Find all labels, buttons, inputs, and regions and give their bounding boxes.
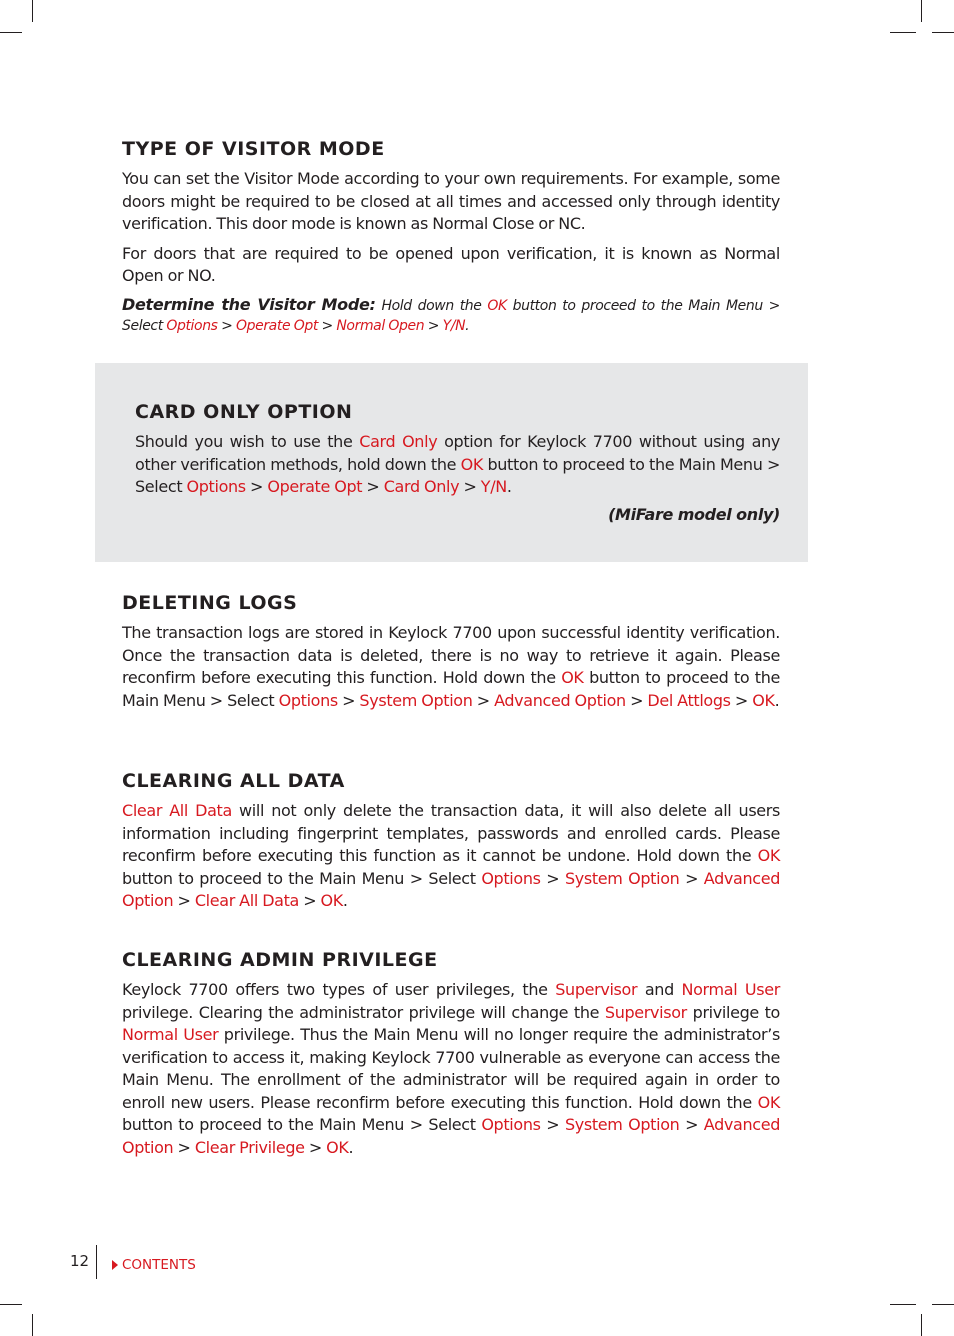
menu-path-item: Card Only bbox=[383, 477, 460, 496]
crop-mark bbox=[32, 1314, 33, 1336]
clearing-all-data-section bbox=[122, 769, 780, 913]
card-only-section bbox=[135, 400, 780, 526]
ok-button-ref: OK bbox=[487, 297, 507, 314]
crop-mark bbox=[32, 0, 33, 22]
section-heading: CLEARING ALL DATA bbox=[122, 770, 345, 792]
menu-path-item: Y/N bbox=[480, 477, 507, 496]
menu-path-item: Normal Open bbox=[336, 317, 425, 334]
crop-mark bbox=[0, 1304, 22, 1305]
supervisor-ref: Supervisor bbox=[555, 980, 638, 999]
clearing-admin-section bbox=[122, 948, 780, 1159]
crop-mark bbox=[0, 32, 22, 33]
menu-path-item: Del Attlogs bbox=[647, 690, 731, 710]
deleting-logs-section bbox=[122, 591, 780, 712]
crop-mark bbox=[890, 1304, 916, 1305]
ok-button-ref: OK bbox=[757, 846, 780, 865]
footer-divider bbox=[96, 1245, 97, 1279]
menu-path-item: Advanced Option bbox=[122, 1115, 780, 1157]
supervisor-ref: Supervisor bbox=[604, 1002, 687, 1022]
contents-link[interactable] bbox=[112, 1257, 196, 1273]
section-heading: CLEARING ADMIN PRIVILEGE bbox=[122, 949, 438, 971]
menu-path-item: Options bbox=[481, 868, 541, 888]
triangle-right-icon bbox=[112, 1260, 118, 1270]
menu-path-item: Operate Opt bbox=[267, 477, 363, 496]
menu-path-item: OK bbox=[752, 690, 775, 710]
contents-link-label: CONTENTS bbox=[122, 1257, 196, 1273]
page-number: 12 bbox=[70, 1252, 90, 1270]
menu-path-item: System Option bbox=[359, 690, 473, 710]
menu-path-item: Operate Opt bbox=[236, 317, 318, 334]
section-heading: DELETING LOGS bbox=[122, 592, 298, 614]
paragraph: You can set the Visitor Mode according to your own requirements. For example, some doors might be required to be closed at all times and accessed only through identity verification. This door mode is known as Normal Close or NC. bbox=[122, 169, 780, 233]
clear-all-data-ref: Clear All Data bbox=[122, 801, 232, 820]
section-heading: TYPE OF VISITOR MODE bbox=[122, 138, 385, 160]
crop-mark bbox=[921, 1314, 922, 1336]
note-lead: Determine the Visitor Mode: bbox=[122, 294, 376, 314]
normal-user-ref: Normal User bbox=[681, 980, 780, 999]
menu-path-item: Advanced Option bbox=[494, 690, 626, 710]
section-heading: CARD ONLY OPTION bbox=[135, 401, 353, 423]
menu-path-item: OK bbox=[326, 1137, 349, 1157]
crop-mark bbox=[932, 1304, 954, 1305]
menu-path-item: Clear All Data bbox=[194, 891, 299, 910]
card-only-ref: Card Only bbox=[359, 432, 438, 451]
menu-path-item: Advanced Option bbox=[122, 868, 780, 910]
menu-path-item: Clear Privilege bbox=[194, 1137, 305, 1157]
menu-path-item: Y/N bbox=[442, 317, 466, 334]
crop-mark bbox=[921, 0, 922, 22]
paragraph: Keylock 7700 offers two types of user privileges, the Supervisor and Normal User privilege. Clearing the administrator privilege will change the Supervisor privilege to Normal User privilege. Thus the Main Menu will no longer require the administrator’s verification to access it, making Keylock 7700 vulnerable as everyone can access the Main Menu. The enrollment of the administrator will be required again in order to enroll new users. Please reconfirm before executing this function. Hold down the OK button to proceed to the Main Menu > Select Options > System Option > Advanced Option > Clear Privilege > OK. bbox=[122, 980, 780, 1157]
paragraph: The transaction logs are stored in Keylock 7700 upon successful identity verification. Once the transaction data is deleted, there is no way to retrieve it again. Please reconfirm before executing this function. Hold down the OK button to proceed to the Main Menu > Select Options > System Option > Advanced Option > Del Attlogs > OK. bbox=[122, 623, 780, 710]
paragraph: For doors that are required to be opened upon verification, it is known as Normal Open or NO. bbox=[122, 243, 780, 285]
menu-path-item: System Option bbox=[564, 868, 680, 888]
ok-button-ref: OK bbox=[561, 668, 584, 687]
ok-button-ref: OK bbox=[460, 454, 483, 474]
menu-path-item: OK bbox=[320, 891, 343, 910]
visitor-mode-section bbox=[122, 137, 780, 336]
crop-mark bbox=[890, 32, 916, 33]
menu-path-item: System Option bbox=[564, 1115, 680, 1134]
model-note: (MiFare model only) bbox=[608, 504, 780, 524]
normal-user-ref: Normal User bbox=[122, 1025, 219, 1044]
menu-path-item: Options bbox=[186, 477, 246, 496]
paragraph: Should you wish to use the Card Only option for Keylock 7700 without using any other verification methods, hold down the OK button to proceed to the Main Menu > Select Options > Operate Opt > Card Only > Y/N. bbox=[135, 432, 780, 496]
menu-path-item: Options bbox=[278, 690, 338, 710]
instruction-note: Determine the Visitor Mode: Hold down the OK button to proceed to the Main Menu > Select Options > Operate Opt > Normal Open > Y/N. bbox=[122, 294, 781, 334]
crop-mark bbox=[932, 32, 954, 33]
menu-path-item: Options bbox=[481, 1115, 541, 1134]
menu-path-item: Options bbox=[166, 317, 218, 334]
paragraph: Clear All Data will not only delete the transaction data, it will also delete all users information including fingerprint templates, passwords and enrolled cards. Please reconfirm before executing this function as it cannot be undone. Hold down the OK button to proceed to the Main Menu > Select Options > System Option > Advanced Option > Clear All Data > OK. bbox=[122, 801, 781, 910]
ok-button-ref: OK bbox=[757, 1092, 780, 1112]
